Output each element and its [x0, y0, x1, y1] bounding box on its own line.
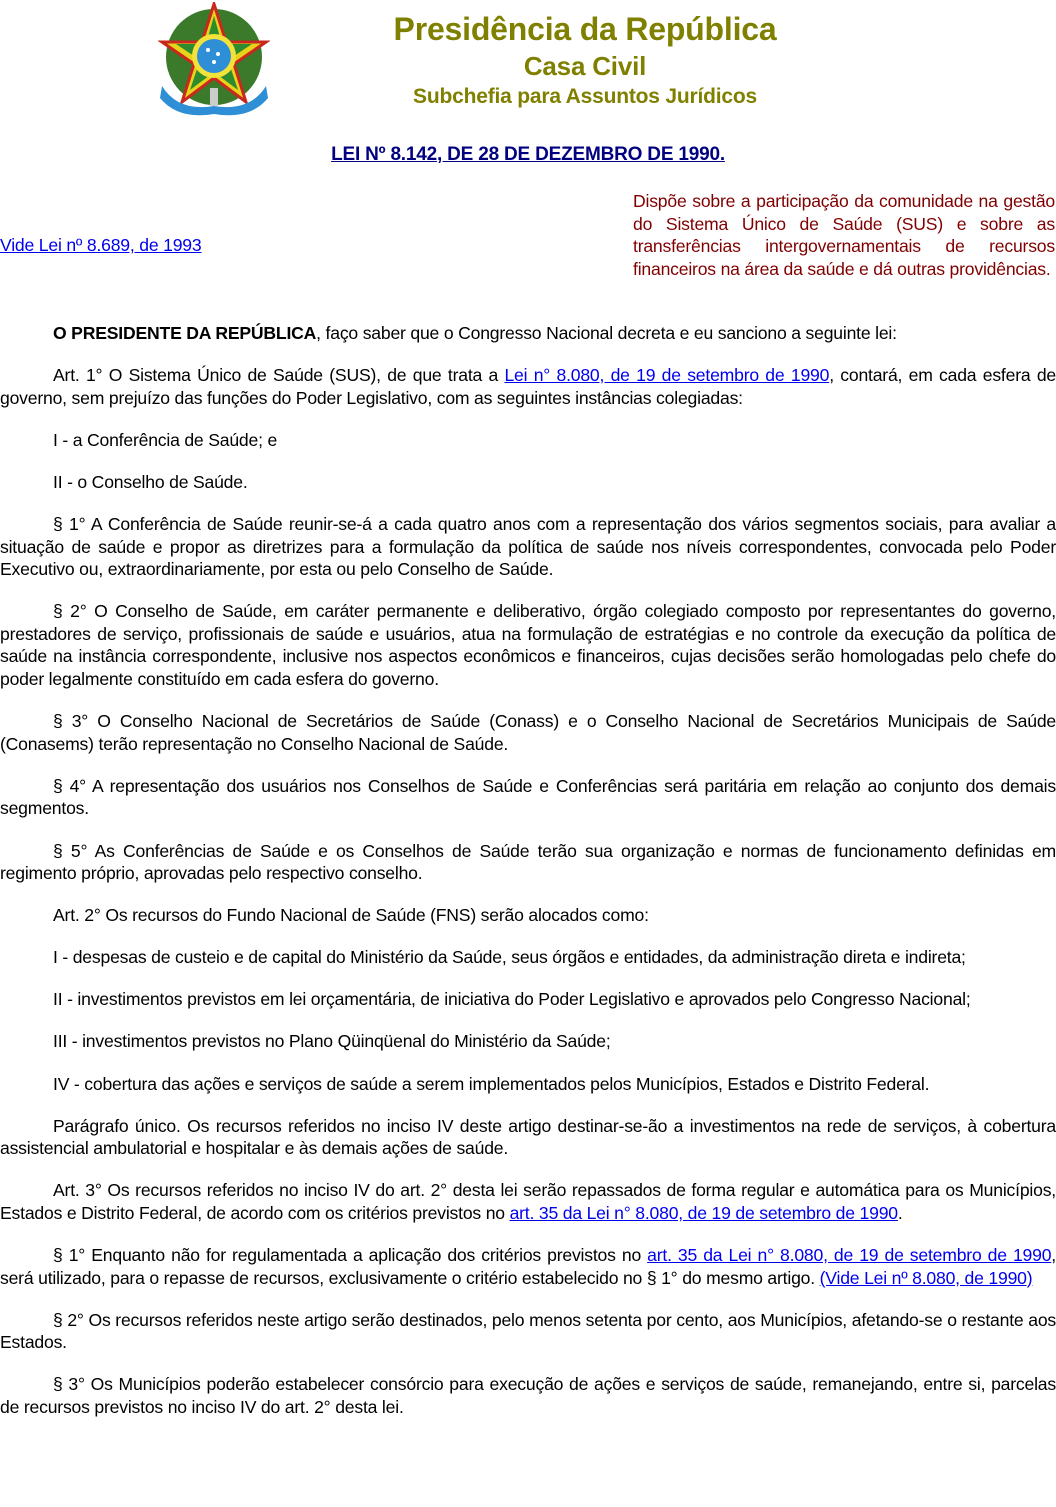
law-body [0, 310, 1056, 1419]
preamble-text: , faço saber que o Congresso Nacional decreta e eu sanciono a seguinte lei: [316, 323, 897, 343]
header-department: Subchefia para Assuntos Jurídicos [413, 85, 757, 108]
article-text: , será utilizado, para o repasse de recursos, exclusivamente o critério estabelecido no § 1° do mesmo artigo. [0, 1245, 1056, 1288]
law-paragraph: IV - cobertura das ações e serviços de saúde a serem implementados pelos Municípios, Estados e Distrito Federal. [53, 1073, 930, 1094]
law-paragraph: III - investimentos previstos no Plano Qüinqüenal do Ministério da Saúde; [53, 1031, 611, 1052]
article-text: Art. 3° Os recursos referidos no inciso IV do art. 2° desta lei serão repassados de forma regular e automática para os Municípios, Estados e Distrito Federal, de acordo com os critérios previstos no [0, 1180, 1056, 1223]
header-subtitle: Casa Civil [523, 51, 647, 81]
vide-lei-8080-link[interactable]: (Vide Lei nº 8.080, de 1990) [819, 1267, 1033, 1288]
article-1 [0, 364, 1056, 409]
law-paragraph: § 4° A representação dos usuários nos Conselhos de Saúde e Conferências será paritária em relação ao conjunto dos demais segmentos. [0, 775, 1056, 819]
page-header [0, 0, 1056, 165]
law-paragraph: I - a Conferência de Saúde; e [53, 429, 278, 450]
brazil-coat-of-arms-logo [158, 2, 270, 120]
law-paragraph: § 1° A Conferência de Saúde reunir-se-á a cada quatro anos com a representação dos vários segmentos sociais, para avaliar a situação de saúde e propor as diretrizes para a formulação da política de saúde nos níveis correspondentes, convocada pelo Poder Executivo ou, extraordinariamente, por esta ou pelo Conselho de Saúde. [0, 513, 1056, 580]
header-title: Presidência da República [393, 11, 777, 47]
law-paragraph: II - o Conselho de Saúde. [53, 471, 248, 492]
law-summary: Dispõe sobre a participação da comunidade na gestão do Sistema Único de Saúde (SUS) e sobre as transferências intergovernamentais de recursos financeiros na área da saúde e dá outras providências. [633, 191, 1055, 279]
law-paragraph: § 5° As Conferências de Saúde e os Conselhos de Saúde terão sua organização e normas de funcionamento definidas em regimento próprio, aprovadas pelo respectivo conselho. [0, 840, 1056, 884]
law-paragraph: Art. 2° Os recursos do Fundo Nacional de Saúde (FNS) serão alocados como: [53, 905, 649, 926]
article-3-paragraph-1 [0, 1244, 1056, 1289]
law-paragraph: Parágrafo único. Os recursos referidos no inciso IV deste artigo destinar-se-ão a investimentos na rede de serviços, à cobertura assistencial ambulatorial e hospitalar e às demais ações de saúde. [0, 1115, 1056, 1159]
law-paragraph: § 3° Os Municípios poderão estabelecer consórcio para execução de ações e serviços de saúde, remanejando, entre si, parcelas de recursos previstos no inciso IV do art. 2° desta lei. [0, 1374, 1056, 1417]
vide-lei-link[interactable]: Vide Lei nº 8.689, de 1993 [0, 235, 202, 255]
law-paragraph: § 3° O Conselho Nacional de Secretários de Saúde (Conass) e o Conselho Nacional de Secretários Municipais de Saúde (Conasems) terão representação no Conselho Nacional de Saúde. [0, 711, 1056, 754]
article-text: , contará, em cada esfera de governo, sem prejuízo das funções do Poder Legislativo, com as seguintes instâncias colegiadas: [0, 365, 1056, 408]
law-paragraph: § 2° Os recursos referidos neste artigo serão destinados, pelo menos setenta por cento, aos Municípios, afetando-se o restante aos Estados. [0, 1309, 1056, 1353]
article-text: Art. 1° O Sistema Único de Saúde (SUS), de que trata a [53, 365, 505, 386]
law-paragraph: I - despesas de custeio e de capital do Ministério da Saúde, seus órgãos e entidades, da administração direta e indireta; [53, 947, 966, 968]
law-paragraph: II - investimentos previstos em lei orçamentária, de iniciativa do Poder Legislativo e aprovados pelo Congresso Nacional; [53, 989, 971, 1010]
article-text: . [897, 1202, 903, 1223]
art35-lei-8080-link[interactable]: art. 35 da Lei n° 8.080, de 19 de setembro de 1990 [647, 1245, 1052, 1266]
article-text: § 1° Enquanto não for regulamentada a aplicação dos critérios previstos no [53, 1245, 648, 1266]
preamble-bold: O PRESIDENTE DA REPÚBLICA [53, 323, 317, 343]
law-title-link[interactable]: LEI Nº 8.142, DE 28 DE DEZEMBRO DE 1990. [331, 144, 725, 165]
art35-lei-8080-link[interactable]: art. 35 da Lei n° 8.080, de 19 de setembro de 1990 [509, 1202, 898, 1223]
article-3 [0, 1179, 1056, 1224]
lei-8080-link[interactable]: Lei n° 8.080, de 19 de setembro de 1990 [504, 365, 830, 386]
law-paragraph: § 2° O Conselho de Saúde, em caráter permanente e deliberativo, órgão colegiado composto por representantes do governo, prestadores de serviço, profissionais de saúde e usuários, atua na formulação de estratégias e no controle da execução da política de saúde na instância correspondente, inclusive nos aspectos econômicos e financeiros, cujas decisões serão homologadas pelo chefe do poder legalmente constituído em cada esfera do governo. [0, 601, 1056, 690]
preamble [0, 322, 1056, 345]
